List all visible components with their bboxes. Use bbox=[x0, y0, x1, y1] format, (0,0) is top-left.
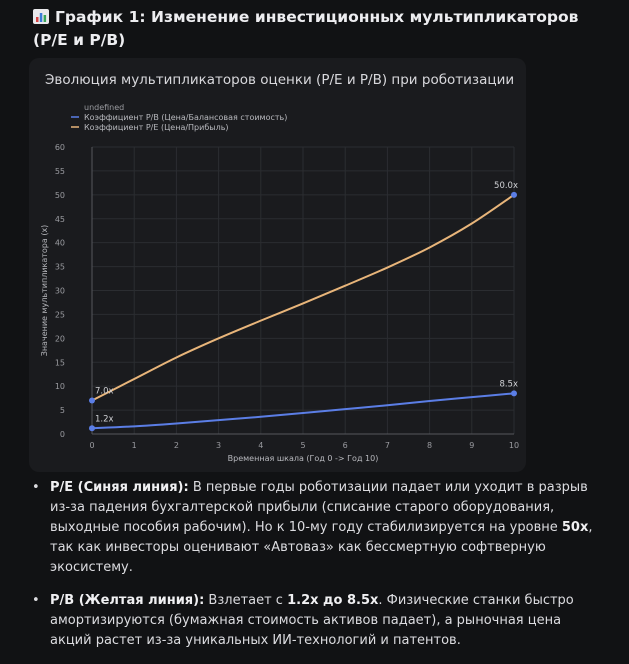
x-tick-label: 1 bbox=[131, 441, 137, 450]
y-tick-label: 50 bbox=[54, 190, 65, 200]
y-tick-label: 30 bbox=[54, 286, 65, 296]
list-item bbox=[32, 478, 602, 578]
y-tick-label: 25 bbox=[54, 310, 65, 320]
item-text: В первые годы роботизации падает или уходит в разрыв из-за падения бухгалтерской прибыли (списание старого оборудования, выходные пособия рабочим). Но к 10-му году стабилизируется на уровне bbox=[50, 480, 588, 535]
x-tick-label: 10 bbox=[508, 441, 520, 450]
x-tick-label: 8 bbox=[427, 441, 433, 450]
data-point bbox=[89, 398, 95, 404]
bar-chart-icon bbox=[33, 8, 49, 23]
x-tick-label: 6 bbox=[342, 441, 348, 450]
item-bold-label: P/B (Желтая линия): bbox=[50, 593, 205, 608]
x-tick-label: 7 bbox=[384, 441, 390, 450]
item-bold-value: 50x bbox=[561, 520, 589, 535]
data-label: 7.0x bbox=[95, 386, 114, 397]
x-axis-label: Временная шкала (Год 0 -> Год 10) bbox=[227, 454, 379, 463]
y-tick-label: 0 bbox=[59, 430, 65, 439]
y-axis-label: Значение мультипликатора (x) bbox=[40, 224, 49, 357]
bullet-icon: • bbox=[32, 593, 40, 608]
data-point bbox=[511, 390, 517, 396]
legend-label: Коэффициент P/E (Цена/Прибыль) bbox=[84, 123, 229, 132]
item-bold-label: P/E (Синяя линия): bbox=[50, 480, 189, 495]
y-tick-label: 5 bbox=[59, 406, 65, 416]
legend-title: undefined bbox=[84, 103, 125, 112]
notes-list bbox=[32, 478, 602, 664]
line-chart bbox=[29, 58, 526, 472]
data-label: 50.0x bbox=[494, 180, 518, 191]
section-heading bbox=[33, 6, 613, 52]
chart-title: Эволюция мультипликаторов оценки (P/E и P/B) при роботизации bbox=[45, 72, 515, 88]
bullet-icon: • bbox=[32, 480, 40, 495]
data-point bbox=[511, 192, 517, 198]
x-tick-label: 4 bbox=[258, 441, 264, 450]
y-tick-label: 35 bbox=[54, 262, 65, 272]
y-tick-label: 60 bbox=[54, 143, 65, 152]
x-tick-label: 3 bbox=[216, 441, 222, 450]
y-tick-label: 40 bbox=[54, 238, 65, 248]
data-point bbox=[89, 425, 95, 431]
list-item bbox=[32, 591, 602, 651]
item-bold-value: 1.2x до 8.5x bbox=[287, 593, 379, 608]
y-tick-label: 10 bbox=[54, 382, 65, 392]
data-label: 1.2x bbox=[95, 414, 114, 425]
x-tick-label: 2 bbox=[173, 441, 179, 450]
chart-card bbox=[29, 58, 526, 472]
section-heading-text: График 1: Изменение инвестиционных мультипликаторов (P/E и P/B) bbox=[33, 8, 579, 49]
item-text-end: . Физические станки быстро амортизируются (бумажная стоимость активов падает), а рыночная цена акций растет из-за уникальных ИИ-технологий и патентов. bbox=[50, 593, 574, 648]
x-tick-label: 0 bbox=[89, 441, 95, 450]
y-tick-label: 45 bbox=[54, 214, 65, 224]
item-text-end: , так как инвесторы оценивают «Автоваз» как бессмертную софтверную экосистему. bbox=[50, 520, 593, 575]
y-tick-label: 20 bbox=[54, 334, 65, 344]
x-tick-label: 5 bbox=[300, 441, 306, 450]
data-label: 8.5x bbox=[499, 379, 518, 390]
y-tick-label: 15 bbox=[54, 358, 65, 368]
legend-label: Коэффициент P/B (Цена/Балансовая стоимость) bbox=[84, 113, 288, 122]
x-tick-label: 9 bbox=[469, 441, 475, 450]
y-tick-label: 55 bbox=[54, 166, 65, 176]
item-text: Взлетает с bbox=[204, 593, 288, 608]
